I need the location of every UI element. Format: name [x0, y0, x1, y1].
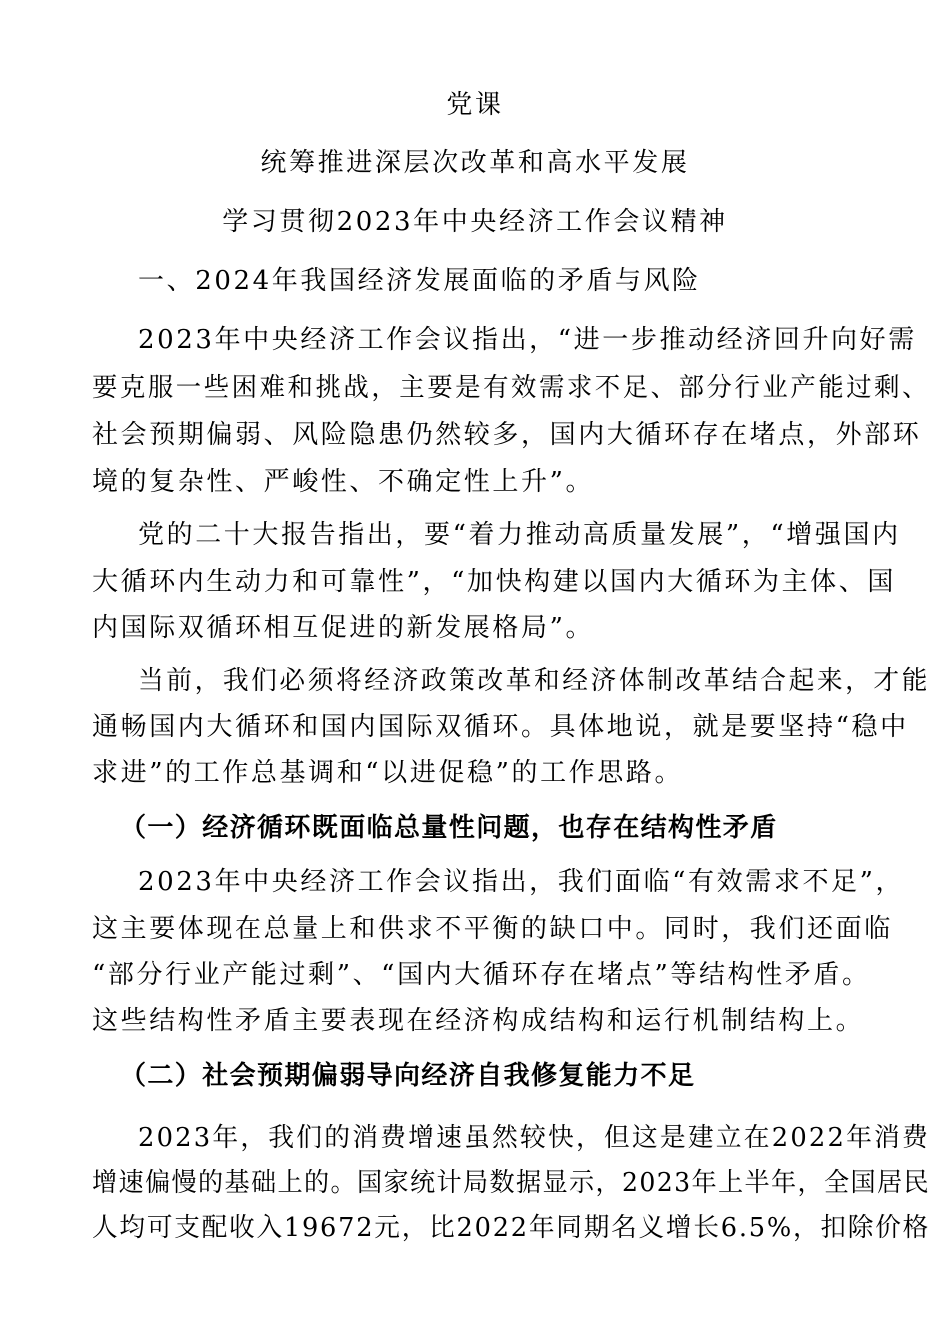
- paragraph-5-line-1: 2023年，我们的消费增速虽然较快，但这是建立在2022年消费: [138, 1123, 930, 1153]
- paragraph-3-line-1: 当前，我们必须将经济政策改革和经济体制改革结合起来，才能: [138, 666, 931, 696]
- paragraph-4-line-2: 这主要体现在总量上和供求不平衡的缺口中。同时，我们还面临: [92, 914, 893, 944]
- paragraph-4-line-4: 这些结构性矛盾主要表现在经济构成结构和运行机制结构上。: [92, 1006, 865, 1036]
- paragraph-3-line-2: 通畅国内大循环和国内国际双循环。具体地说，就是要坚持“稳中: [92, 712, 909, 742]
- section-heading: 一、2024年我国经济发展面临的矛盾与风险: [138, 266, 701, 296]
- paragraph-5-line-2: 增速偏慢的基础上的。国家统计局数据显示，2023年上半年，全国居民: [92, 1168, 930, 1198]
- document-title: 统筹推进深层次改革和高水平发展: [260, 148, 690, 178]
- paragraph-1-line-3: 社会预期偏弱、风险隐患仍然较多，国内大循环存在堵点，外部环: [92, 420, 922, 450]
- paragraph-1-line-1: 2023年中央经济工作会议指出，“进一步推动经济回升向好需: [138, 325, 917, 355]
- paragraph-5-line-3: 人均可支配收入19672元，比2022年同期名义增长6.5%，扣除价格: [92, 1213, 931, 1243]
- paragraph-1-line-2: 要克服一些困难和挑战，主要是有效需求不足、部分行业产能过剩、: [92, 373, 931, 403]
- paragraph-3-line-3: 求进”的工作总基调和“以进促稳”的工作思路。: [92, 758, 684, 788]
- paragraph-2-line-3: 内国际双循环相互促进的新发展格局”。: [92, 613, 595, 643]
- sub-heading-2: （二）社会预期偏弱导向经济自我修复能力不足: [120, 1061, 696, 1091]
- paragraph-2-line-2: 大循环内生动力和可靠性”，“加快构建以国内大循环为主体、国: [92, 567, 896, 597]
- paragraph-1-line-4: 境的复杂性、严峻性、不确定性上升”。: [92, 467, 595, 497]
- document-subtitle: 学习贯彻2023年中央经济工作会议精神: [222, 207, 728, 237]
- paragraph-4-line-3: “部分行业产能过剩”、“国内大循环存在堵点”等结构性矛盾。: [92, 960, 871, 990]
- document-label: 党课: [446, 90, 504, 120]
- paragraph-4-line-1: 2023年中央经济工作会议指出，我们面临“有效需求不足”，: [138, 867, 905, 897]
- sub-heading-1: （一）经济循环既面临总量性问题，也存在结构性矛盾: [120, 813, 778, 843]
- paragraph-2-line-1: 党的二十大报告指出，要“着力推动高质量发展”，“增强国内: [138, 520, 901, 550]
